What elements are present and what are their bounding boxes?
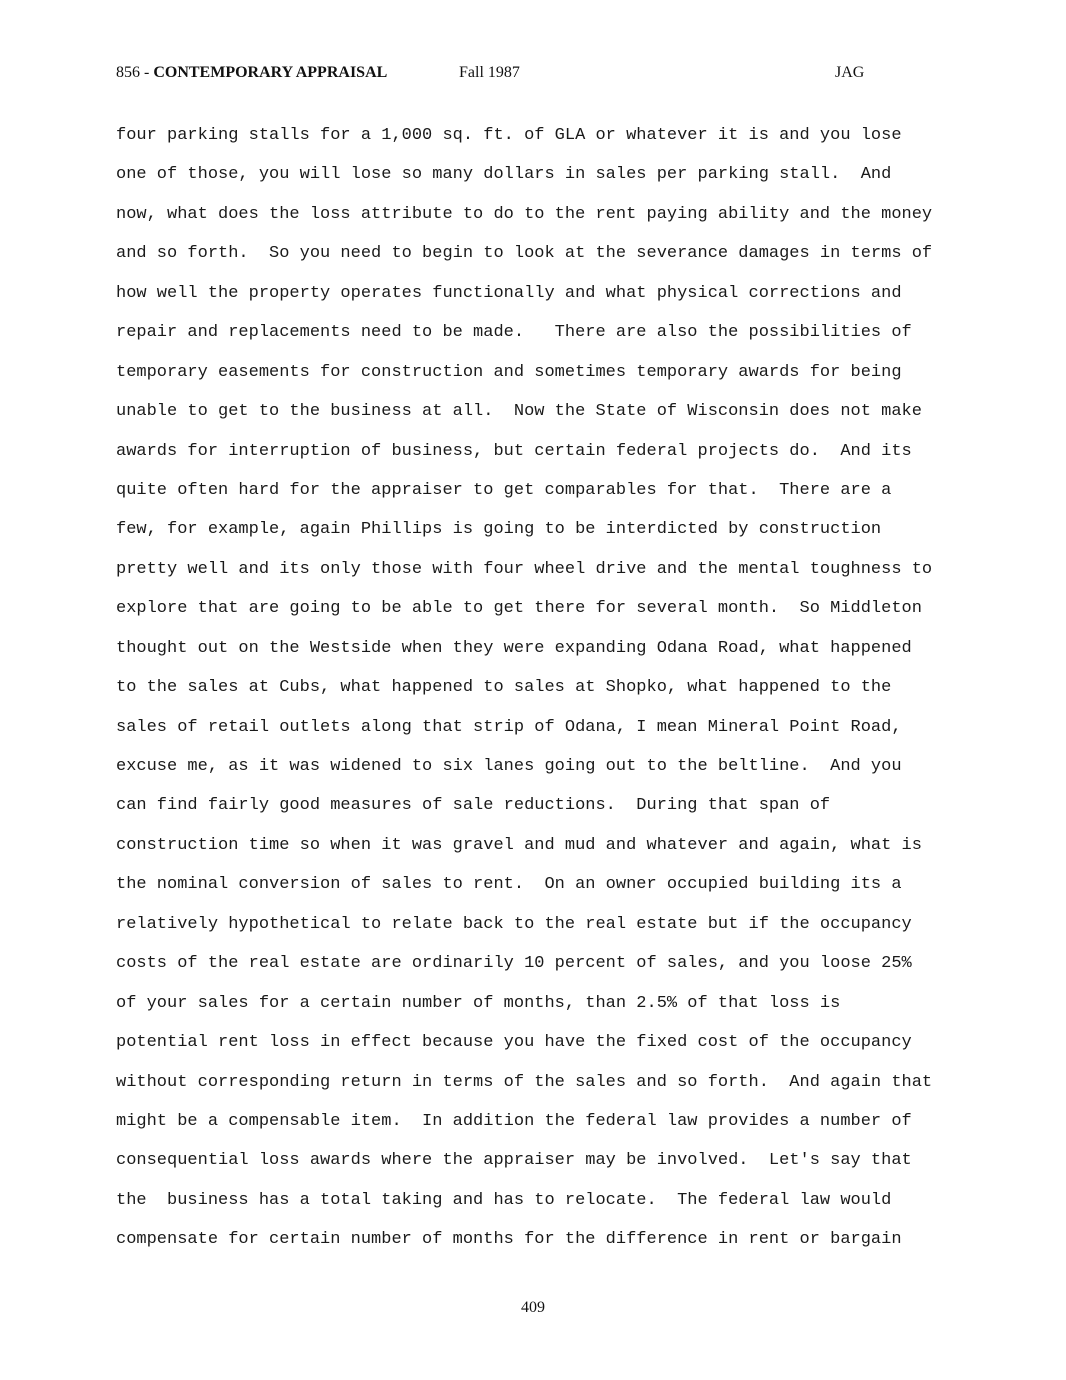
text-line: relatively hypothetical to relate back to the real estate but if the occupancy: [116, 914, 912, 934]
text-line: repair and replacements need to be made. There are also the possibilities of: [116, 323, 912, 343]
text-line: consequential loss awards where the appraiser may be involved. Let's say that: [116, 1151, 912, 1171]
text-line: unable to get to the business at all. Now the State of Wisconsin does not make: [116, 402, 922, 422]
author-initials: JAG: [835, 64, 865, 81]
text-line: four parking stalls for a 1,000 sq. ft. of GLA or whatever it is and you lose: [116, 126, 902, 145]
text-line: quite often hard for the appraiser to get comparables for that. There are a: [116, 480, 892, 500]
text-line: can find fairly good measures of sale reductions. During that span of: [116, 796, 831, 816]
course-name: CONTEMPORARY APPRAISAL: [153, 64, 388, 81]
text-line: awards for interruption of business, but certain federal projects do. And its: [116, 441, 912, 461]
text-line: might be a compensable item. In addition the federal law provides a number of: [116, 1111, 912, 1131]
text-line: construction time so when it was gravel and mud and whatever and again, what is: [116, 835, 922, 855]
course-title: [116, 62, 387, 84]
text-line: and so forth. So you need to begin to look at the severance damages in terms of: [116, 244, 933, 264]
page-header: [116, 62, 956, 84]
text-line: compensate for certain number of months for the difference in rent or bargain: [116, 1230, 902, 1250]
text-line: now, what does the loss attribute to do to the rent paying ability and the money: [116, 204, 933, 224]
text-line: potential rent loss in effect because you have the fixed cost of the occupancy: [116, 1033, 912, 1053]
page-number: 409: [521, 1299, 545, 1316]
text-line: costs of the real estate are ordinarily 10 percent of sales, and you loose 25%: [116, 954, 912, 974]
text-line: pretty well and its only those with four wheel drive and the mental toughness to: [116, 559, 933, 579]
text-line: thought out on the Westside when they were expanding Odana Road, what happened: [116, 638, 912, 658]
text-line: to the sales at Cubs, what happened to sales at Shopko, what happened to the: [116, 678, 892, 698]
text-line: of your sales for a certain number of months, than 2.5% of that loss is: [116, 993, 841, 1013]
text-line: how well the property operates functionally and what physical corrections and: [116, 283, 902, 303]
text-line: excuse me, as it was widened to six lanes going out to the beltline. And you: [116, 757, 902, 776]
text-line: the business has a total taking and has to relocate. The federal law would: [116, 1190, 892, 1210]
text-line: sales of retail outlets along that strip of Odana, I mean Mineral Point Road,: [116, 717, 902, 737]
course-number: 856 -: [116, 64, 154, 81]
text-line: explore that are going to be able to get there for several month. So Middleton: [116, 599, 922, 619]
text-line: the nominal conversion of sales to rent. On an owner occupied building its a: [116, 875, 902, 895]
course-term: Fall 1987: [459, 64, 520, 81]
text-line: temporary easements for construction and sometimes temporary awards for being: [116, 362, 902, 382]
text-line: without corresponding return in terms of the sales and so forth. And again that: [116, 1072, 933, 1092]
text-line: one of those, you will lose so many dollars in sales per parking stall. And: [116, 165, 892, 185]
text-line: few, for example, again Phillips is going to be interdicted by construction: [116, 520, 882, 540]
transcript-body: [116, 116, 1016, 1260]
